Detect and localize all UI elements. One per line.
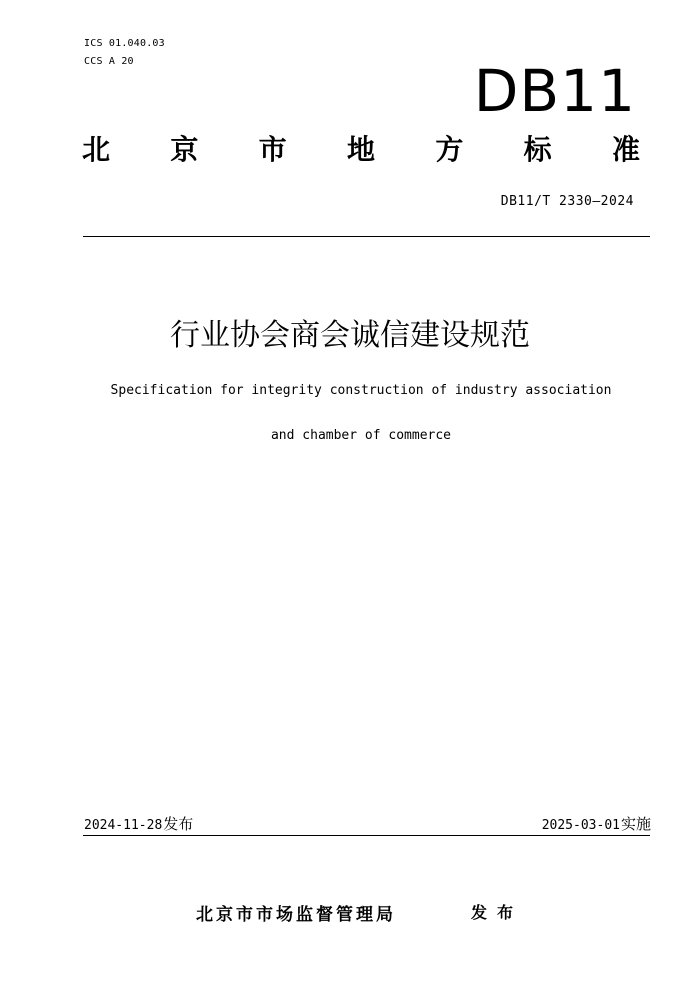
ccs-code: CCS A 20	[84, 56, 134, 67]
standard-type-char: 标	[523, 133, 552, 166]
issue-label: 发布	[163, 815, 194, 833]
bottom-divider	[83, 835, 650, 836]
document-title-english-line1: Specification for integrity construction of industry association	[110, 383, 612, 398]
standard-type-char: 方	[435, 133, 464, 166]
standard-type-char: 市	[258, 133, 287, 166]
ics-code: ICS 01.040.03	[84, 38, 165, 49]
top-divider	[83, 236, 650, 237]
standard-number: DB11/T 2330—2024	[500, 194, 634, 209]
issue-date: 2024-11-28	[84, 818, 163, 833]
standard-type-char: 京	[170, 133, 199, 166]
standard-type-heading	[82, 133, 640, 166]
implementation-date-block	[542, 813, 651, 834]
publisher-name: 北京市市场监督管理局	[196, 905, 396, 925]
document-title-chinese: 行业协会商会诚信建设规范	[170, 318, 530, 353]
standard-logo: DB11	[473, 57, 636, 125]
issue-date-block	[84, 813, 193, 834]
implementation-label: 实施	[620, 815, 651, 833]
document-title-english-line2: and chamber of commerce	[270, 428, 451, 443]
standard-type-char: 地	[346, 133, 375, 166]
publish-label: 发布	[471, 903, 524, 922]
implementation-date: 2025-03-01	[541, 818, 620, 833]
standard-type-char: 准	[611, 133, 640, 166]
standard-type-char: 北	[82, 133, 111, 166]
